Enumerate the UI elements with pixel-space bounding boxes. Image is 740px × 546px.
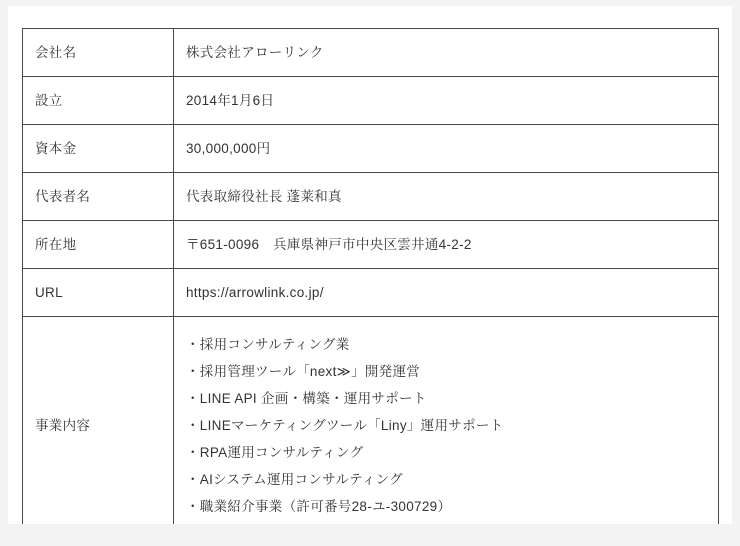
list-item: ・LINE API 企画・構築・運用サポート <box>186 391 427 406</box>
table-row <box>23 269 719 317</box>
list-item: ・採用管理ツール「next≫」開発運営 <box>186 364 421 379</box>
table-row <box>23 77 719 125</box>
row-label-company-name: 会社名 <box>23 29 174 77</box>
company-profile-table <box>22 28 719 535</box>
table-row <box>23 29 719 77</box>
row-label-representative: 代表者名 <box>23 173 174 221</box>
row-label-url: URL <box>23 269 174 317</box>
list-item: ・LINEマーケティングツール「Liny」運用サポート <box>186 418 504 433</box>
row-label-business: 事業内容 <box>23 317 174 535</box>
row-value-representative: 代表取締役社長 蓬莱和真 <box>174 173 719 221</box>
list-item: ・採用コンサルティング業 <box>186 337 350 352</box>
table-row <box>23 125 719 173</box>
business-list <box>186 317 706 534</box>
page-right-margin <box>732 0 740 546</box>
row-value-founded: 2014年1月6日 <box>174 77 719 125</box>
row-label-address: 所在地 <box>23 221 174 269</box>
page-top-margin <box>0 0 740 6</box>
list-item: ・RPA運用コンサルティング <box>186 445 364 460</box>
table-row <box>23 221 719 269</box>
list-item: ・職業紹介事業（許可番号28-ユ-300729） <box>186 499 452 514</box>
row-value-company-name: 株式会社アローリンク <box>174 29 719 77</box>
table-row-business <box>23 317 719 535</box>
page-left-margin <box>0 0 8 546</box>
company-profile-table-wrapper <box>22 28 719 535</box>
row-label-founded: 設立 <box>23 77 174 125</box>
list-item: ・AIシステム運用コンサルティング <box>186 472 403 487</box>
row-value-business <box>174 317 719 535</box>
row-value-address: 〒651-0096 兵庫県神戸市中央区雲井通4-2-2 <box>174 221 719 269</box>
row-value-url[interactable]: https://arrowlink.co.jp/ <box>174 269 719 317</box>
page-bottom-margin <box>0 524 740 546</box>
row-value-capital: 30,000,000円 <box>174 125 719 173</box>
row-label-capital: 資本金 <box>23 125 174 173</box>
table-row <box>23 173 719 221</box>
